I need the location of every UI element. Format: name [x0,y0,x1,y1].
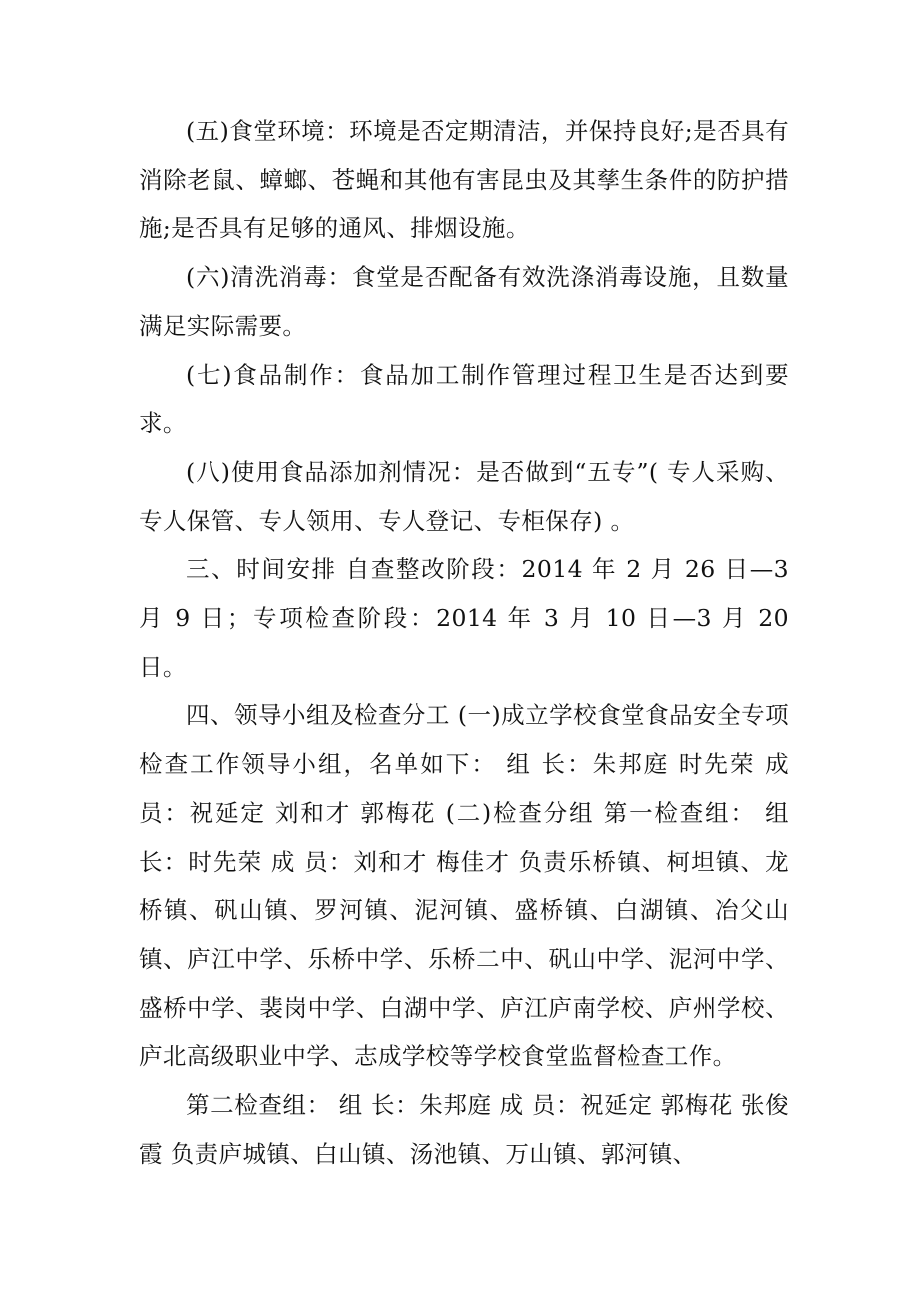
paragraph-second-inspection-group: 第二检查组： 组 长：朱邦庭 成 员：祝延定 郭梅花 张俊霞 负责庐城镇、白山镇、汤池镇、万山镇、郭河镇、 [139,1091,789,1168]
paragraph-canteen-environment: (五)食堂环境：环境是否定期清洁，并保持良好;是否具有消除老鼠、蟑螂、苍蝇和其他有害昆虫及其孳生条件的防护措施;是否具有足够的通风、排烟设施。 [139,117,789,243]
paragraph-cleaning-disinfection: (六)清洗消毒：食堂是否配备有效洗涤消毒设施，且数量满足实际需要。 [139,263,789,340]
paragraph-schedule: 三、时间安排 自查整改阶段：2014 年 2 月 26 日—3 月 9 日；专项检查阶段：2014 年 3 月 10 日—3 月 20 日。 [139,555,789,681]
paragraph-leadership-group: 四、领导小组及检查分工 (一)成立学校食堂食品安全专项检查工作领导小组，名单如下： 组 长：朱邦庭 时先荣 成 员：祝延定 刘和才 郭梅花 (二)检查分组 第一检查组： 组 长：时先荣 成 员：刘和才 梅佳才 负责乐桥镇、柯坦镇、龙桥镇、矾山镇、罗河镇、泥河镇、盛桥镇、白湖镇、冶父山镇、庐江中学、乐桥中学、乐桥二中、矾山中学、泥河中学、盛桥中学、裴岗中学、白湖中学、庐江庐南学校、庐州学校、庐北高级职业中学、志成学校等学校食堂监督检查工作。 [139,701,789,1071]
paragraph-food-preparation: (七)食品制作：食品加工制作管理过程卫生是否达到要求。 [139,360,789,438]
document-body [139,107,789,1178]
paragraph-food-additives: (八)使用食品添加剂情况：是否做到“五专”( 专人采购、专人保管、专人领用、专人登记、专柜保存) 。 [139,457,789,535]
